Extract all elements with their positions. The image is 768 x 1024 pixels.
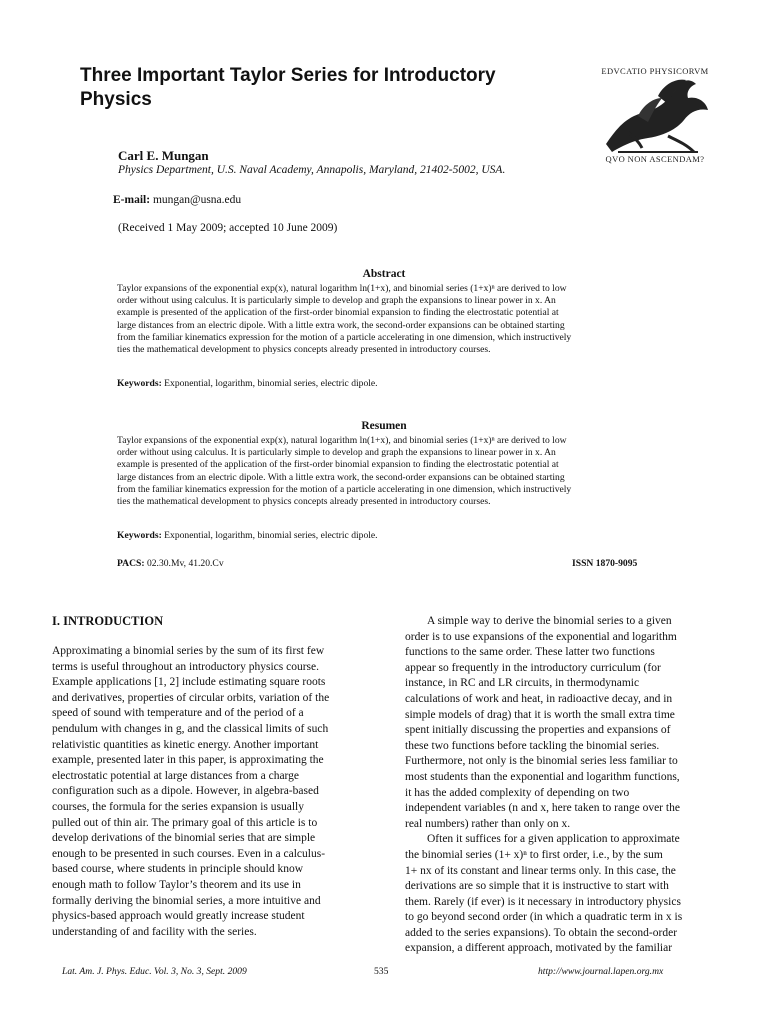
body-line: enough math to follow Taylor’s theorem and its use in xyxy=(52,878,301,891)
title-line-2: Physics xyxy=(80,89,152,110)
body-line: relativistic quantities as kinetic energy. Another important xyxy=(52,738,319,751)
keywords-label: Keywords: xyxy=(117,530,162,541)
body-line: order is to use expansions of the exponential and logarithm xyxy=(405,630,677,643)
body-line: electrostatic potential at large distances from a charge xyxy=(52,769,300,782)
body-line: example, presented later in this paper, is approximating the xyxy=(52,754,324,767)
resumen-line: large distances from an electric dipole. With a little extra work, the second-order expansions can be obtained starting xyxy=(117,471,565,483)
resumen-body xyxy=(117,435,657,508)
abstract-line: large distances from an electric dipole. With a little extra work, the second-order expansions can be obtained starting xyxy=(117,319,565,331)
body-line: pendulum with changes in g, and the classical limits of such xyxy=(52,722,329,735)
body-line: Approximating a binomial series by the sum of its first few xyxy=(52,645,325,657)
body-line: to go beyond second order (in which a quadratic term in x is xyxy=(405,911,683,924)
body-line: formally deriving the binomial series, a more intuitive and xyxy=(52,894,321,907)
body-line: derivations are so simple that it is instructive to start with xyxy=(405,880,669,893)
abstract-line: example is presented of the application of the first-order binomial expansion to finding the electrostatic potential at xyxy=(117,307,559,319)
received-dates: (Received 1 May 2009; accepted 10 June 2009) xyxy=(118,222,338,234)
footer-journal-url[interactable]: http://www.journal.lapen.org.mx xyxy=(538,966,664,977)
author-email-line xyxy=(113,194,241,206)
body-line: courses, the formula for the series expansion is usually xyxy=(52,800,304,813)
resumen-line: Taylor expansions of the exponential exp(x), natural logarithm ln(1+x), and binomial series (1+x)ⁿ are derived to low xyxy=(117,435,567,446)
body-line: independent variables (n and x, here taken to range over the xyxy=(405,802,680,815)
keywords-label: Keywords: xyxy=(117,378,162,389)
pacs-label: PACS: xyxy=(117,558,145,569)
section-heading-introduction: I. INTRODUCTION xyxy=(52,614,164,628)
body-line: instance, in RC and LR circuits, in thermodynamic xyxy=(405,677,640,690)
footer-page-number: 535 xyxy=(374,966,389,977)
author-affiliation: Physics Department, U.S. Naval Academy, Annapolis, Maryland, 21402-5002, USA. xyxy=(118,164,506,176)
emblem-motto-top: EDVCATIO PHYSICORVM xyxy=(601,66,709,76)
abstract-body xyxy=(117,283,657,356)
body-line: based course, where students in principle should know xyxy=(52,863,304,876)
body-column-left xyxy=(52,644,362,940)
title-line-1: Three Important Taylor Series for Introductory xyxy=(80,65,496,86)
body-line: Often it suffices for a given application to approximate xyxy=(427,833,680,846)
body-line: develop derivations of the binomial series that are simple xyxy=(52,832,316,845)
body-line: Furthermore, not only is the binomial series less familiar to xyxy=(405,755,678,768)
body-line: spent initially discussing the properties and expansions of xyxy=(405,724,671,737)
journal-emblem-logo xyxy=(598,76,714,156)
body-line: configuration such as a dipole. However, in algebra-based xyxy=(52,785,319,798)
issn-number: ISSN 1870-9095 xyxy=(572,558,638,569)
resumen-line: ties the mathematical development to physics concepts already presented in introductory courses. xyxy=(117,496,491,508)
body-line: them. Rarely (if ever) is it necessary in introductory physics xyxy=(405,895,681,908)
resumen-line: order without using calculus. It is particularly simple to develop and graph the expansions to linear power in x. An xyxy=(117,447,556,459)
resumen-keywords xyxy=(117,530,378,541)
body-line: it has the added complexity of depending on two xyxy=(405,786,630,799)
body-line: calculations of work and heat, in radioactive decay, and in xyxy=(405,692,673,705)
body-line: real numbers) rather than only on x. xyxy=(405,817,571,830)
body-line: understanding of and facility with the series. xyxy=(52,925,257,938)
body-line: the binomial series (1+ x)ⁿ to first order, i.e., by the sum xyxy=(405,848,663,861)
resumen-line: from the familiar kinematics expression for the motion of a particle accelerating in one dimension, which instructively xyxy=(117,483,572,495)
body-line: 1+ nx of its constant and linear terms only. In this case, the xyxy=(405,864,676,877)
body-line: expansion, a different approach, motivated by the familiar xyxy=(405,942,673,955)
abstract-heading: Abstract xyxy=(362,268,406,280)
body-line: Example applications [1, 2] include estimating square roots xyxy=(52,676,326,689)
body-line: appear so frequently in the introductory curriculum (for xyxy=(405,661,661,674)
footer-journal-citation: Lat. Am. J. Phys. Educ. Vol. 3, No. 3, Sept. 2009 xyxy=(62,966,247,977)
abstract-line: order without using calculus. It is particularly simple to develop and graph the expansions to linear power in x. An xyxy=(117,295,556,307)
abstract-keywords xyxy=(117,378,378,389)
pacs-codes: 02.30.Mv, 41.20.Cv xyxy=(146,558,224,569)
body-line: simple models of drag) that it is worth the small extra time xyxy=(405,708,675,721)
abstract-line: ties the mathematical development to physics concepts already presented in introductory courses. xyxy=(117,344,491,356)
abstract-line: Taylor expansions of the exponential exp(x), natural logarithm ln(1+x), and binomial series (1+x)ⁿ are derived to low xyxy=(117,283,567,294)
body-line: added to the series expansions). To obtain the second-order xyxy=(405,926,678,939)
email-address[interactable]: mungan@usna.edu xyxy=(152,194,242,206)
emblem-motto-bottom: QVO NON ASCENDAM? xyxy=(605,154,705,164)
body-line: functions to the same order. These latter two functions xyxy=(405,646,655,659)
body-line: pulled out of thin air. The primary goal of this article is to xyxy=(52,816,318,829)
body-line: enough to be presented in such courses. Even in a calculus- xyxy=(52,847,326,860)
paper-title xyxy=(80,64,550,112)
body-line: most students than the exponential and logarithm functions, xyxy=(405,770,680,783)
pacs-line xyxy=(117,558,224,569)
resumen-line: example is presented of the application of the first-order binomial expansion to finding the electrostatic potential at xyxy=(117,459,559,471)
body-line: and derivatives, properties of circular orbits, variation of the xyxy=(52,691,330,704)
keywords-text: Exponential, logarithm, binomial series, electric dipole. xyxy=(164,530,378,541)
keywords-text: Exponential, logarithm, binomial series, electric dipole. xyxy=(164,378,378,389)
body-column-right xyxy=(405,614,714,957)
body-line: these two functions before tackling the binomial series. xyxy=(405,739,660,752)
body-line: A simple way to derive the binomial series to a given xyxy=(427,615,672,627)
abstract-line: from the familiar kinematics expression for the motion of a particle accelerating in one dimension, which instructively xyxy=(117,331,572,343)
email-label: E-mail: xyxy=(113,194,151,206)
body-line: speed of sound with temperature and of the period of a xyxy=(52,707,304,720)
body-line: physics-based approach would greatly increase student xyxy=(52,910,305,923)
body-line: terms is useful throughout an introductory physics course. xyxy=(52,660,320,673)
resumen-heading: Resumen xyxy=(361,420,407,432)
author-name: Carl E. Mungan xyxy=(118,148,209,163)
